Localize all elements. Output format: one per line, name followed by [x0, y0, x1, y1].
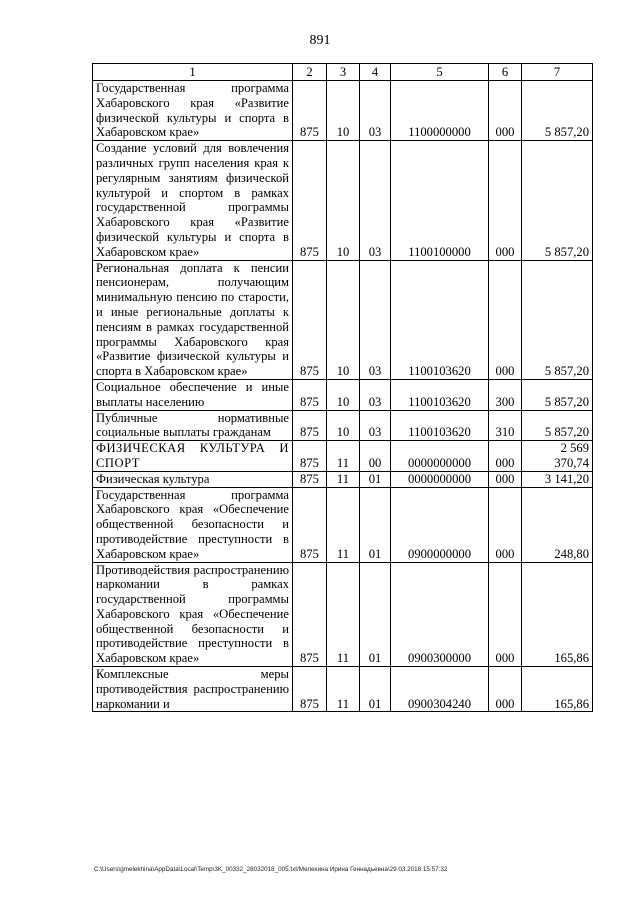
cell-subsection: 03 [360, 141, 391, 260]
table-row [93, 141, 593, 260]
cell-amount: 165,86 [522, 667, 593, 712]
table-row [93, 410, 593, 441]
column-header: 7 [522, 64, 593, 81]
cell-section: 10 [327, 81, 360, 141]
cell-expense-type: 000 [489, 667, 522, 712]
cell-target-article: 1100103620 [391, 410, 489, 441]
cell-amount: 5 857,20 [522, 260, 593, 379]
cell-section: 11 [327, 667, 360, 712]
cell-ministry-code: 875 [293, 487, 327, 562]
cell-section: 11 [327, 471, 360, 487]
cell-section: 10 [327, 141, 360, 260]
cell-amount: 5 857,20 [522, 81, 593, 141]
table-row [93, 667, 593, 712]
cell-ministry-code: 875 [293, 441, 327, 472]
cell-ministry-code: 875 [293, 667, 327, 712]
column-header: 3 [327, 64, 360, 81]
cell-subsection: 03 [360, 81, 391, 141]
column-header: 1 [93, 64, 293, 81]
row-name: Создание условий для вовлечения различных групп населения края к регулярным занятиям физической культурой и спортом в рамках государственной программы Хабаровского края «Развитие физической культуры и спорта в Хабаровском крае» [93, 141, 293, 260]
cell-expense-type: 000 [489, 471, 522, 487]
cell-section: 10 [327, 260, 360, 379]
cell-section: 11 [327, 441, 360, 472]
cell-amount: 5 857,20 [522, 379, 593, 410]
row-name: Комплексные меры противодействия распространению наркомании и [93, 667, 293, 712]
cell-amount: 5 857,20 [522, 410, 593, 441]
cell-amount: 165,86 [522, 562, 593, 667]
table-row [93, 487, 593, 562]
cell-section: 10 [327, 379, 360, 410]
row-name: Физическая культура [93, 471, 293, 487]
table-row [93, 260, 593, 379]
file-path-footer: C:\Users\gmelekhina\AppData\Local\Temp\3K_00332_28032018_005.txt/Мелехина Ирина Геннадьевна\29.03.2018 15:57:32 [94, 866, 448, 873]
row-name: Противодействия распространению наркомании в рамках государственной программы Хабаровского края «Обеспечение общественной безопасности и противодействие преступности в Хабаровском крае» [93, 562, 293, 667]
table-row [93, 379, 593, 410]
cell-expense-type: 000 [489, 441, 522, 472]
cell-section: 11 [327, 487, 360, 562]
cell-ministry-code: 875 [293, 379, 327, 410]
cell-target-article: 0900304240 [391, 667, 489, 712]
cell-target-article: 0000000000 [391, 441, 489, 472]
table-header-row [93, 64, 593, 81]
column-header: 6 [489, 64, 522, 81]
cell-target-article: 1100000000 [391, 81, 489, 141]
cell-target-article: 1100103620 [391, 379, 489, 410]
cell-expense-type: 000 [489, 562, 522, 667]
column-header: 5 [391, 64, 489, 81]
cell-expense-type: 300 [489, 379, 522, 410]
cell-ministry-code: 875 [293, 562, 327, 667]
cell-expense-type: 000 [489, 260, 522, 379]
cell-subsection: 01 [360, 487, 391, 562]
cell-target-article: 1100103620 [391, 260, 489, 379]
cell-amount: 248,80 [522, 487, 593, 562]
cell-target-article: 1100100000 [391, 141, 489, 260]
budget-table [92, 63, 593, 712]
page-number: 891 [309, 33, 331, 48]
table-row [93, 562, 593, 667]
cell-amount: 3 141,20 [522, 471, 593, 487]
row-name: Государственная программа Хабаровского края «Развитие физической культуры и спорта в Хабаровском крае» [93, 81, 293, 141]
cell-expense-type: 000 [489, 141, 522, 260]
cell-ministry-code: 875 [293, 471, 327, 487]
row-name: Социальное обеспечение и иные выплаты населению [93, 379, 293, 410]
cell-subsection: 03 [360, 410, 391, 441]
cell-subsection: 00 [360, 441, 391, 472]
row-name: Региональная доплата к пенсии пенсионерам, получающим минимальную пенсию по старости, и иные региональные доплаты к пенсиям в рамках государственной программы Хабаровского края «Развитие физической культуры и спорта в Хабаровском крае» [93, 260, 293, 379]
cell-subsection: 03 [360, 379, 391, 410]
cell-target-article: 0900300000 [391, 562, 489, 667]
cell-expense-type: 310 [489, 410, 522, 441]
cell-subsection: 01 [360, 562, 391, 667]
cell-amount: 2 569 370,74 [522, 441, 593, 472]
cell-section: 11 [327, 562, 360, 667]
cell-expense-type: 000 [489, 81, 522, 141]
table-row [93, 81, 593, 141]
table-row [93, 471, 593, 487]
row-name: ФИЗИЧЕСКАЯ КУЛЬТУРА И СПОРТ [93, 441, 293, 472]
cell-target-article: 0000000000 [391, 471, 489, 487]
cell-ministry-code: 875 [293, 410, 327, 441]
cell-amount: 5 857,20 [522, 141, 593, 260]
table-row [93, 441, 593, 472]
cell-expense-type: 000 [489, 487, 522, 562]
column-header: 2 [293, 64, 327, 81]
cell-ministry-code: 875 [293, 260, 327, 379]
cell-subsection: 03 [360, 260, 391, 379]
cell-ministry-code: 875 [293, 141, 327, 260]
row-name: Государственная программа Хабаровского края «Обеспечение общественной безопасности и противодействие преступности в Хабаровском крае» [93, 487, 293, 562]
cell-section: 10 [327, 410, 360, 441]
column-header: 4 [360, 64, 391, 81]
cell-target-article: 0900000000 [391, 487, 489, 562]
cell-subsection: 01 [360, 471, 391, 487]
cell-ministry-code: 875 [293, 81, 327, 141]
row-name: Публичные нормативные социальные выплаты гражданам [93, 410, 293, 441]
cell-subsection: 01 [360, 667, 391, 712]
